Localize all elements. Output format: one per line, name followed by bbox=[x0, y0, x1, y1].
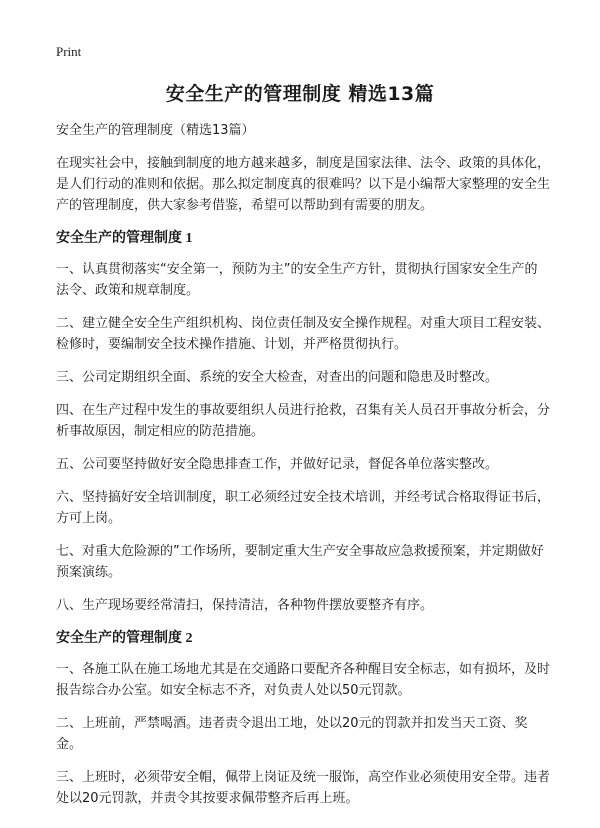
list-item: 四、在生产过程中发生的事故要组织人员进行抢救，召集有关人员召开事故分析会，分析事故原因，制定相应的防范措施。 bbox=[56, 403, 551, 439]
print-link[interactable]: Print bbox=[56, 44, 82, 59]
list-item: 三、公司定期组织全面、系统的安全大检查，对查出的问题和隐患及时整改。 bbox=[56, 370, 499, 385]
list-item: 二、建立健全安全生产组织机构、岗位责任制及安全操作规程。对重大项目工程安装、检修时，要编制安全技术操作措施、计划，并严格贯彻执行。 bbox=[56, 316, 551, 352]
list-item: 五、公司要坚持做好安全隐患排查工作，并做好记录，督促各单位落实整改。 bbox=[56, 457, 499, 472]
list-item: 一、认真贯彻落实“安全第一，预防为主”的安全生产方针，贯彻执行国家安全生产的法令、政策和规章制度。 bbox=[56, 262, 538, 298]
section-1 bbox=[56, 228, 550, 616]
list-item: 六、坚持搞好安全培训制度，职工必须经过安全技术培训，并经考试合格取得证书后，方可上岗。 bbox=[56, 490, 551, 526]
list-item: 一、各施工队在施工场地尤其是在交通路口要配齐各种醒目安全标志，如有损坏，及时报告综合办公室。如安全标志不齐，对负责人处以50元罚款。 bbox=[56, 662, 551, 698]
intro-paragraph: 在现实社会中，接触到制度的地方越来越多，制度是国家法律、法令、政策的具体化，是人们行动的准则和依据。那么拟定制度真的很难吗？以下是小编帮大家整理的安全生产的管理制度，供大家参考借鉴，希望可以帮助到有需要的朋友。 bbox=[56, 156, 551, 213]
list-item: 七、对重大危险源的”工作场所，要制定重大生产安全事故应急救援预案，并定期做好预案演练。 bbox=[56, 544, 544, 580]
page-title: 安全生产的管理制度 精选13篇 bbox=[165, 83, 435, 105]
list-item: 三、上班时，必须带安全帽，佩带上岗证及统一服饰，高空作业必须使用安全带。违者处以20元罚款，并责令其按要求佩带整齐后再上班。 bbox=[56, 770, 551, 806]
list-item: 二、上班前，严禁喝酒。违者责令退出工地，处以20元的罚款并扣发当天工资、奖金。 bbox=[56, 716, 528, 752]
document-body bbox=[56, 120, 550, 821]
document-subtitle: 安全生产的管理制度（精选13篇） bbox=[56, 123, 255, 138]
section-heading: 安全生产的管理制度 1 bbox=[56, 231, 193, 246]
list-item: 八、生产现场要经常清扫，保持清洁，各种物件摆放要整齐有序。 bbox=[56, 598, 434, 613]
section-heading: 安全生产的管理制度 2 bbox=[56, 631, 193, 646]
section-2 bbox=[56, 628, 550, 809]
